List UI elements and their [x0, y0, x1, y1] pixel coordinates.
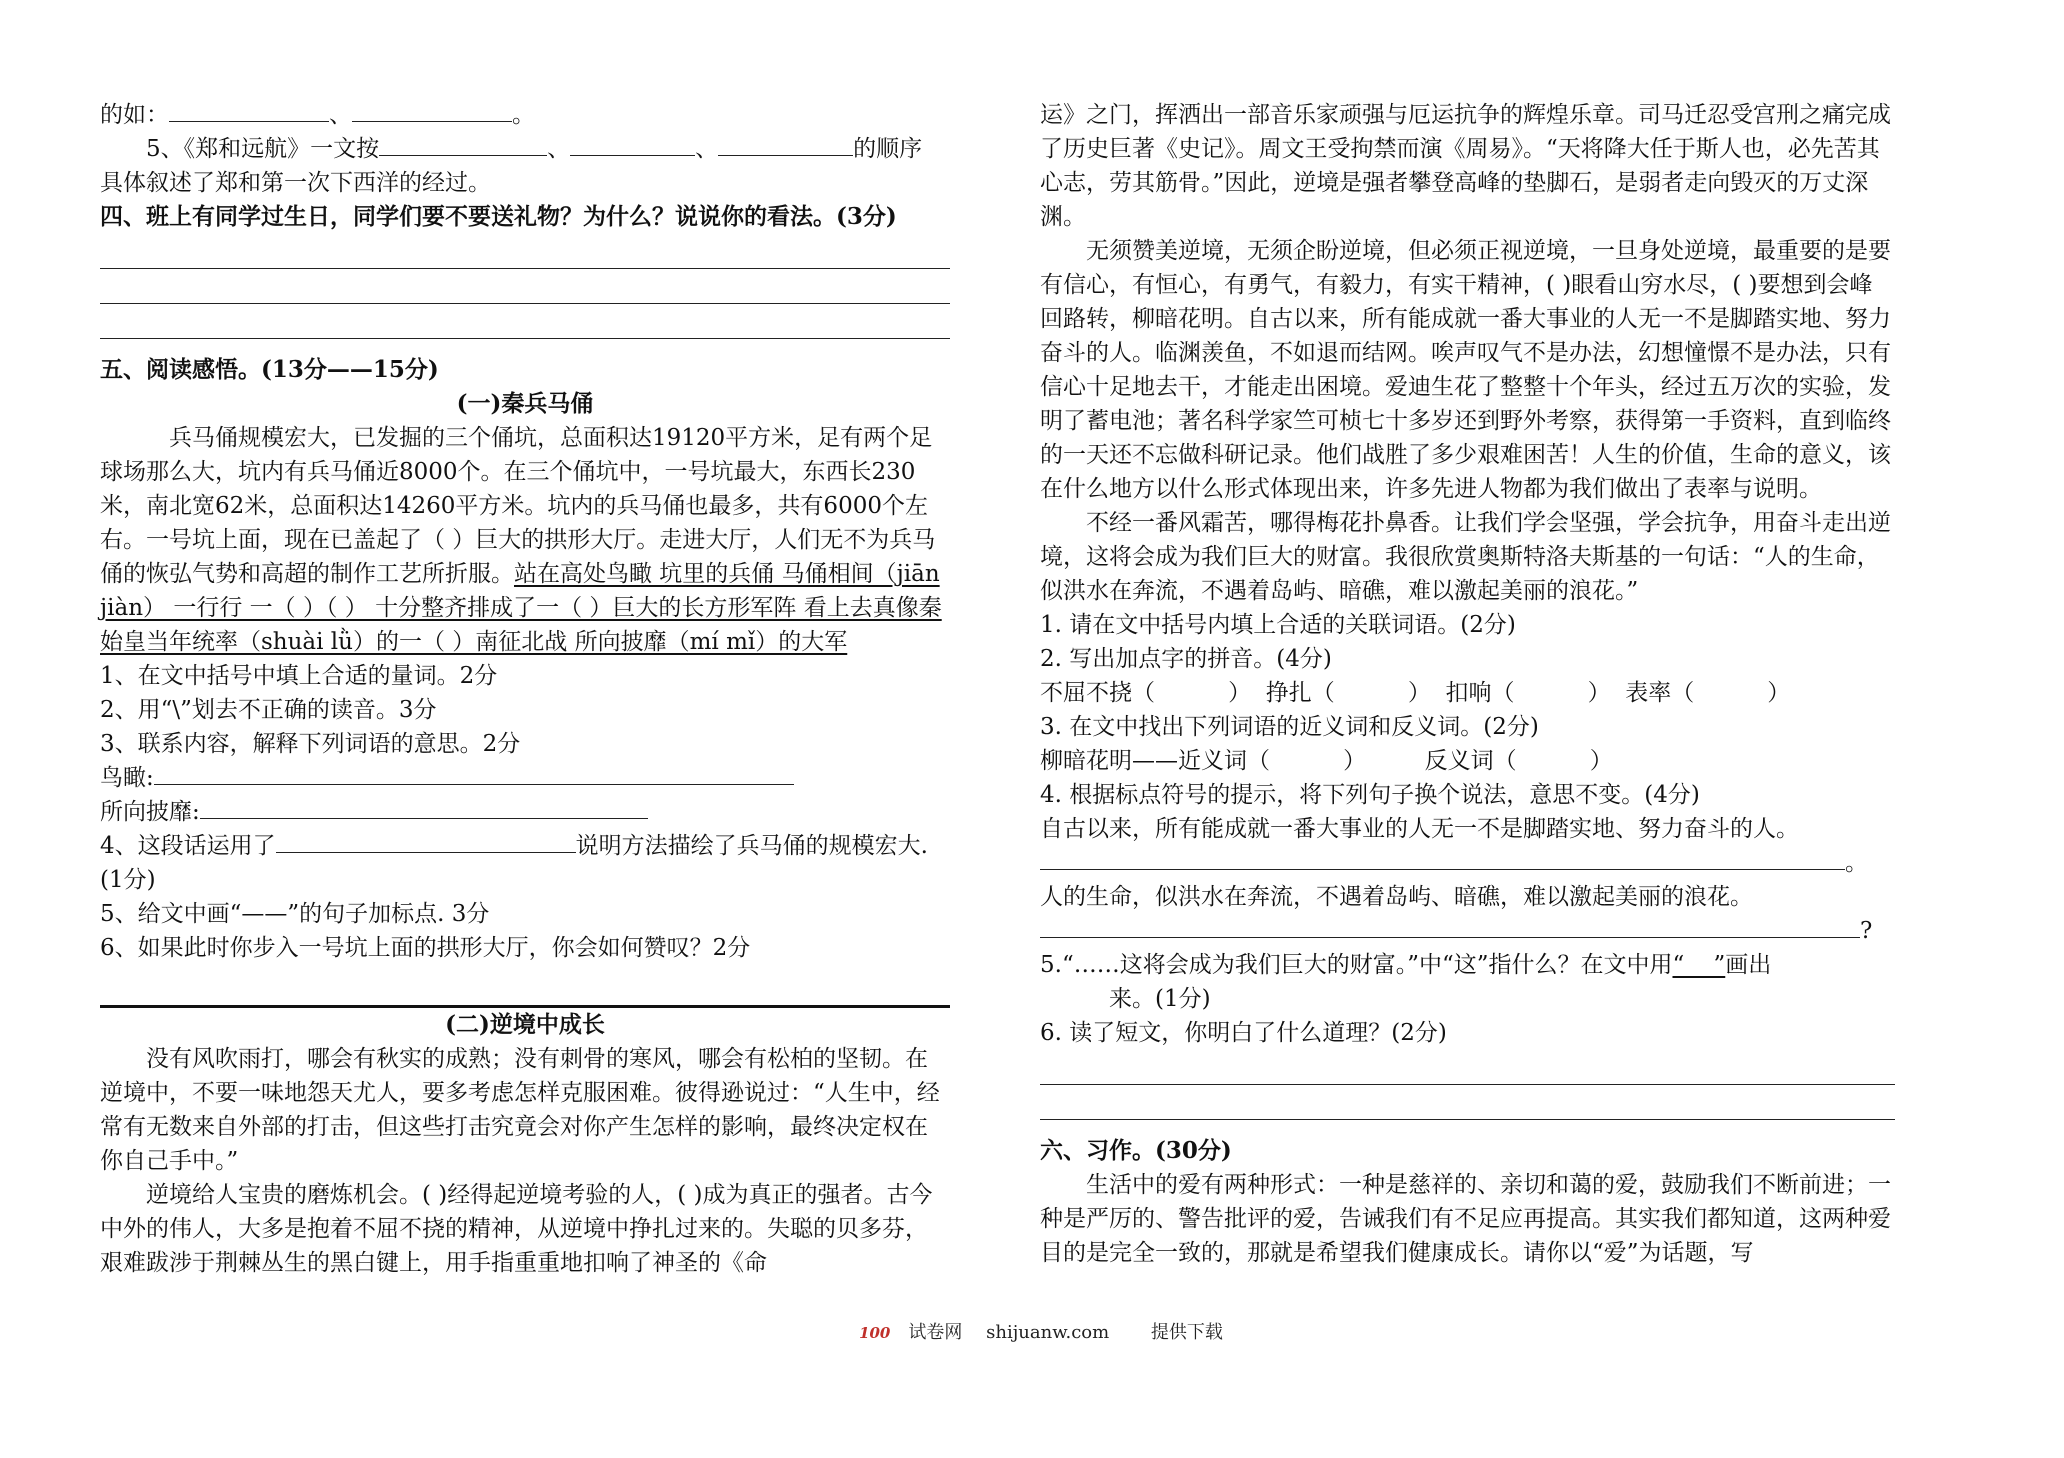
question-5-cont: 具体叙述了郑和第一次下西洋的经过。: [100, 170, 491, 196]
passage-2-title: (二)逆境中成长: [445, 1011, 605, 1038]
question-2: 2. 写出加点字的拼音。(4分): [1040, 646, 1332, 672]
question-6: 6、如果此时你步入一号坑上面的拱形大厅，你会如何赞叹？2分: [100, 935, 751, 961]
text: 5.“……这将会成为我们巨大的财富。”中“这”指什么？在文中用: [1040, 952, 1673, 978]
question-4-score: (1分): [100, 867, 156, 893]
rewrite-line-1: [1040, 846, 1895, 880]
passage-2-para-1: 没有风吹雨打，哪会有秋实的成熟；没有刺骨的寒风，哪会有松柏的坚韧。在逆境中，不要一味地怨天尤人，要多考虑怎样克服困难。彼得逊说过：“人生中，经常有无数来自外部的打击，但这些打击究竟会对你产生怎样的影响，最终决定权在你自己手中。”: [100, 1046, 940, 1174]
q-fill-line: [100, 98, 950, 132]
answer-blank[interactable]: [379, 133, 547, 156]
answer-blank[interactable]: [718, 133, 853, 156]
answer-blank[interactable]: [154, 762, 794, 785]
answer-line[interactable]: [100, 965, 950, 1008]
text: ?: [1860, 918, 1873, 944]
passage-2-para-4: 无须赞美逆境，无须企盼逆境，但必须正视逆境，一旦身处逆境，最重要的是要有信心，有恒心，有勇气，有毅力，有实干精神，( )眼看山穷水尽，( )要想到会峰回路转，柳暗花明。自古以来，所有能成就一番大事业的人无一不是脚踏实地、努力奋斗的人。临渊羡鱼，不如退而结网。唉声叹气不是办法，幻想憧憬不是办法，只有信心十足地去干，才能走出困境。爱迪生花了整整十个年头，经过五万次的实验，发明了蓄电池；著名科学家竺可桢七十多岁还到野外考察，获得第一手资料，直到临终的一天还不忘做科研记录。他们战胜了多少艰难困苦！人生的价值，生命的意义，该在什么地方以什么形式体现出来，许多先进人物都为我们做出了表率与说明。: [1040, 238, 1891, 502]
answer-line[interactable]: [1040, 1050, 1895, 1085]
section-6-title: 六、习作。(30分): [1040, 1137, 1232, 1164]
synonym-items[interactable]: 柳暗花明——近义词（ ） 反义词（ ）: [1040, 748, 1613, 774]
footer: [0, 1318, 2064, 1344]
text: 的顺序: [853, 136, 923, 162]
passage-2-para-2: 逆境给人宝贵的磨炼机会。( )经得起逆境考验的人，( )成为真正的强者。古今中外的伟人，大多是抱着不屈不挠的精神，从逆境中挣扎过来的。失聪的贝多芬，艰难跋涉于荆棘丛生的黑白键上，用手指重重地扣响了神圣的《命: [100, 1182, 933, 1276]
question-3: 3. 在文中找出下列词语的近义词和反义词。(2分): [1040, 714, 1539, 740]
question-4: [100, 829, 950, 863]
passage-1-title: (一)秦兵马俑: [456, 390, 594, 417]
passage-2-para-3: 运》之门，挥洒出一部音乐家顽强与厄运抗争的辉煌乐章。司马迁忍受宫刑之痛完成了历史巨著《史记》。周文王受拘禁而演《周易》。“天将降大任于斯人也，必先苦其心志，劳其筋骨。”因此，逆境是强者攀登高峰的垫脚石，是弱者走向毁灭的万丈深渊。: [1040, 102, 1891, 230]
rewrite-line-2: [1040, 914, 1895, 948]
answer-blank[interactable]: [1040, 915, 1860, 938]
question-6: 6. 读了短文，你明白了什么道理？(2分): [1040, 1020, 1447, 1046]
answer-blank[interactable]: [352, 99, 512, 122]
question-5b: 5、给文中画“——”的句子加标点. 3分: [100, 901, 490, 927]
text: 画出: [1725, 952, 1772, 978]
text: 、: [695, 136, 719, 162]
answer-blank[interactable]: [169, 99, 329, 122]
passage-2-para-5: 不经一番风霜苦，哪得梅花扑鼻香。让我们学会坚强，学会抗争，用奋斗走出逆境，这将会成为我们巨大的财富。我很欣赏奥斯特洛夫斯基的一句话：“人的生命，似洪水在奔流，不遇着岛屿、暗礁，难以激起美丽的浪花。”: [1040, 510, 1891, 604]
text: 、: [329, 102, 352, 128]
right-column: [1040, 98, 1895, 1270]
section-5-title: 五、阅读感悟。(13分——15分): [100, 356, 439, 383]
pinyin-items[interactable]: 不屈不挠（ ） 挣扎（ ） 扣响（ ） 表率（ ）: [1040, 680, 1791, 706]
question-5: [100, 132, 950, 166]
answer-line[interactable]: [100, 304, 950, 339]
download-note: 提供下载: [1150, 1322, 1223, 1343]
question-3a: [100, 761, 950, 795]
answer-blank[interactable]: [1040, 847, 1845, 870]
answer-line[interactable]: [1040, 1085, 1895, 1120]
underline-mark: “ ”: [1672, 952, 1726, 978]
sentence-2: 人的生命，似洪水在奔流，不遇着岛屿、暗礁，难以激起美丽的浪花。: [1040, 884, 1753, 910]
text: 5、《郑和远航》一文按: [146, 136, 380, 162]
answer-blank[interactable]: [570, 133, 695, 156]
question-1: 1、在文中括号中填上合适的量词。2分: [100, 663, 498, 689]
question-5-score: 来。(1分): [1109, 986, 1211, 1012]
answer-line[interactable]: [100, 269, 950, 304]
text: 所向披靡:: [100, 799, 200, 825]
text: 。: [1845, 850, 1868, 876]
question-3: 3、联系内容，解释下列词语的意思。2分: [100, 731, 521, 757]
text: 。: [512, 102, 535, 128]
passage-1-underlined: 站在高处鸟瞰 坑里的兵俑 马俑相间（jiān jiàn） 一行行 一（ ）（ ） 十分整齐排成了一（ ）巨大的长方形军阵 看上去真像秦始皇当年统率（shuài lǜ）的一（ ）南征北战 所向披靡（mí mǐ）的大军: [100, 561, 942, 655]
question-1: 1. 请在文中括号内填上合适的关联词语。(2分): [1040, 612, 1516, 638]
passage-1: [100, 421, 950, 659]
answer-blank[interactable]: [276, 830, 576, 853]
answer-line[interactable]: [100, 234, 950, 269]
site-name: 试卷网: [908, 1322, 963, 1343]
site-logo: 100: [859, 1324, 891, 1342]
question-3b: [100, 795, 950, 829]
site-url[interactable]: shijuanw.com: [986, 1322, 1110, 1343]
question-4: 4. 根据标点符号的提示，将下列句子换个说法，意思不变。(4分): [1040, 782, 1700, 808]
text: 、: [547, 136, 571, 162]
sentence-1: 自古以来，所有能成就一番大事业的人无一不是脚踏实地、努力奋斗的人。: [1040, 816, 1799, 842]
text: 的如：: [100, 102, 169, 128]
essay-prompt: 生活中的爱有两种形式：一种是慈祥的、亲切和蔼的爱，鼓励我们不断前进；一种是严厉的、警告批评的爱，告诫我们有不足应再提高。其实我们都知道，这两种爱目的是完全一致的，那就是希望我们健康成长。请你以“爱”为话题，写: [1040, 1172, 1891, 1266]
text: 鸟瞰:: [100, 765, 154, 791]
text: 4、这段话运用了: [100, 833, 276, 859]
passage-1-text: 兵马俑规模宏大，已发掘的三个俑坑，总面积达19120平方米，足有两个足球场那么大，坑内有兵马俑近8000个。在三个俑坑中，一号坑最大，东西长230米，南北宽62米，总面积达14260平方米。坑内的兵马俑也最多，共有6000个左右。一号坑上面，现在已盖起了（ ）巨大的拱形大厅。走进大厅，人们无不为兵马俑的恢弘气势和高超的制作工艺所折服。: [100, 425, 936, 587]
question-2: 2、用“\”划去不正确的读音。3分: [100, 697, 437, 723]
section-4-title: 四、班上有同学过生日，同学们要不要送礼物？为什么？说说你的看法。(3分): [100, 203, 897, 230]
answer-blank[interactable]: [200, 796, 648, 819]
left-column: [100, 98, 950, 1280]
question-5: [1040, 948, 1895, 982]
text: 说明方法描绘了兵马俑的规模宏大.: [575, 833, 928, 859]
